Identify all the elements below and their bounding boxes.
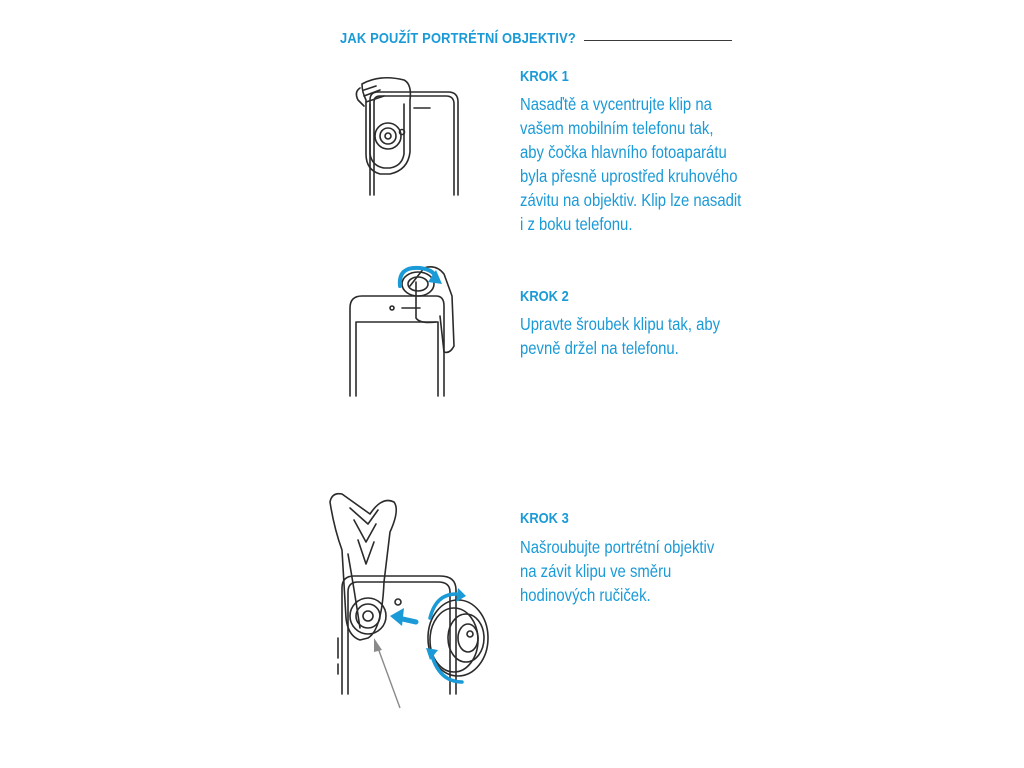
clip-on-phone-illustration: [340, 70, 470, 200]
step-3-line: hodinových ručiček.: [520, 585, 651, 605]
insert-arrow-icon: [390, 608, 416, 626]
step-1-line: i z boku telefonu.: [520, 214, 633, 234]
step-1-line: byla přesně uprostřed kruhového: [520, 166, 738, 186]
step-2-line: Upravte šroubek klipu tak, aby: [520, 314, 721, 334]
page-title: JAK POUŽÍT PORTRÉTNÍ OBJEKTIV?: [340, 30, 576, 47]
step-3-label: KROK 3: [520, 510, 569, 527]
title-divider: [584, 40, 732, 41]
pointer-line: [374, 638, 400, 708]
step-1-line: Nasaďtě a vycentrujte klip na: [520, 94, 712, 114]
clockwise-arrow-icon: [426, 588, 466, 682]
step-2-text: [520, 312, 720, 360]
attach-lens-illustration: [320, 488, 500, 710]
step-3-line: na závit klipu ve směru: [520, 561, 672, 581]
step-1-line: vašem mobilním telefonu tak,: [520, 118, 714, 138]
step-1-line: závitu na objektiv. Klip lze nasadit: [520, 190, 742, 210]
step-3-line: Našroubujte portrétní objektiv: [520, 537, 715, 557]
tighten-screw-illustration: [340, 256, 470, 398]
step-3-text: [520, 535, 714, 607]
step-1-label: KROK 1: [520, 68, 569, 85]
step-2-line: pevně držel na telefonu.: [520, 338, 679, 358]
step-1-line: aby čočka hlavního fotoaparátu: [520, 142, 727, 162]
step-1-text: [520, 92, 741, 236]
step-2-label: KROK 2: [520, 288, 569, 305]
